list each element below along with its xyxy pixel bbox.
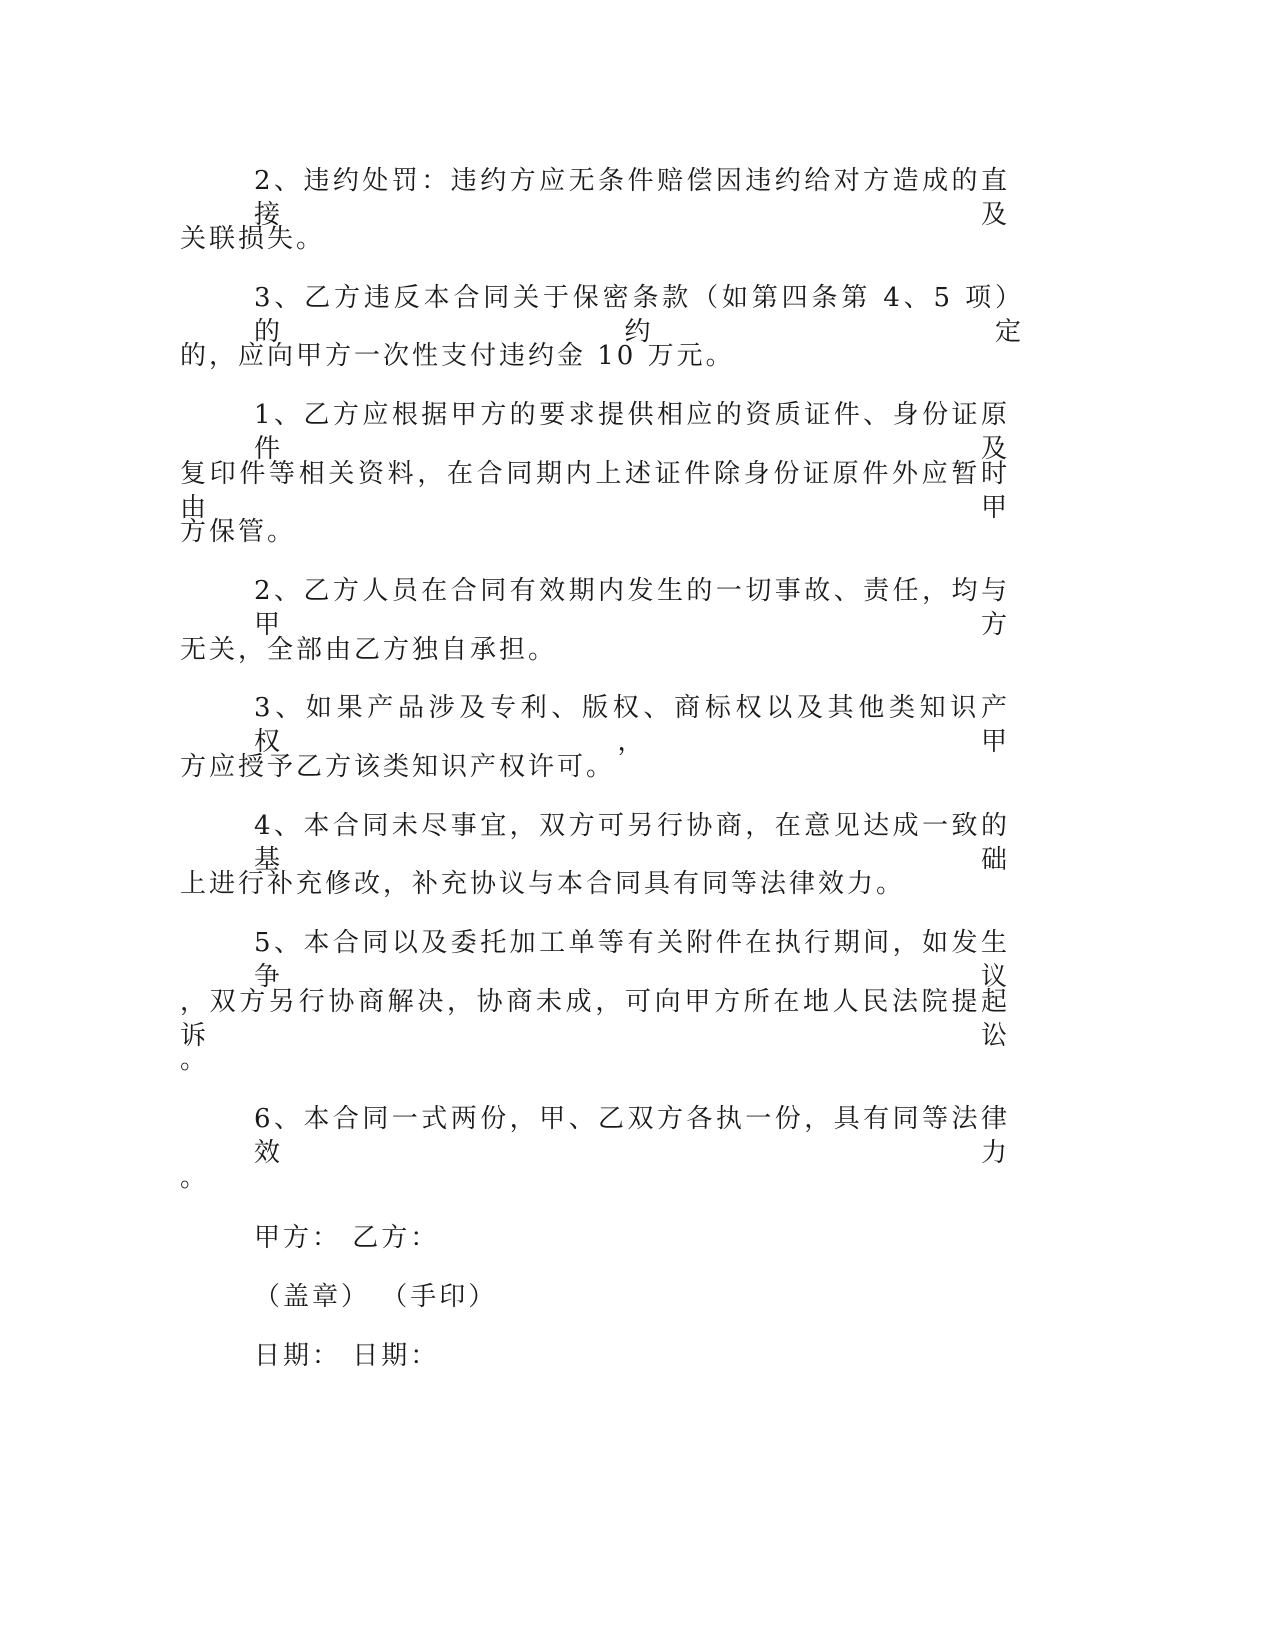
clause-1-documents-line-1: 1、乙方应根据甲方的要求提供相应的资质证件、身份证原件及 xyxy=(254,400,1010,464)
signature-seals: （盖章） （手印） xyxy=(254,1282,498,1312)
clause-3-confidentiality-line-1: 3、乙方违反本合同关于保密条款（如第四条第 4、5 项）的约定 xyxy=(254,283,1024,347)
clause-1-documents-line-2: 复印件等相关资料，在合同期内上述证件除身份证原件外应暂时由甲 xyxy=(180,459,1010,523)
clause-3-ip-line-1: 3、如果产品涉及专利、版权、商标权以及其他类知识产权，甲 xyxy=(254,693,1010,757)
clause-6-copies-line-1: 6、本合同一式两份，甲、乙双方各执一份，具有同等法律效力 xyxy=(254,1104,1010,1168)
clause-3-confidentiality-line-2: 的，应向甲方一次性支付违约金 10 万元。 xyxy=(180,341,735,371)
clause-2-liability-line-1: 2、乙方人员在合同有效期内发生的一切事故、责任，均与甲方 xyxy=(254,576,1010,640)
clause-5-dispute-line-1: 5、本合同以及委托加工单等有关附件在执行期间，如发生争议 xyxy=(254,928,1010,992)
clause-4-supplement-line-2: 上进行补充修改，补充协议与本合同具有同等法律效力。 xyxy=(180,869,906,899)
signature-dates: 日期： 日期： xyxy=(254,1341,440,1371)
clause-2-penalty-line-2: 关联损失。 xyxy=(180,224,326,254)
clause-6-copies-line-2: 。 xyxy=(180,1163,210,1193)
clause-5-dispute-line-2: ，双方另行协商解决，协商未成，可向甲方所在地人民法院提起诉讼 xyxy=(180,987,1010,1051)
clause-3-ip-line-2: 方应授予乙方该类知识产权许可。 xyxy=(180,752,616,782)
clause-5-dispute-line-3: 。 xyxy=(180,1045,210,1075)
clause-1-documents-line-3: 方保管。 xyxy=(180,517,297,547)
clause-4-supplement-line-1: 4、本合同未尽事宜，双方可另行协商，在意见达成一致的基础 xyxy=(254,811,1010,875)
clause-2-liability-line-2: 无关，全部由乙方独自承担。 xyxy=(180,635,558,665)
clause-2-penalty-line-1: 2、违约处罚：违约方应无条件赔偿因违约给对方造成的直接及 xyxy=(254,166,1010,230)
signature-parties: 甲方： 乙方： xyxy=(254,1223,440,1253)
